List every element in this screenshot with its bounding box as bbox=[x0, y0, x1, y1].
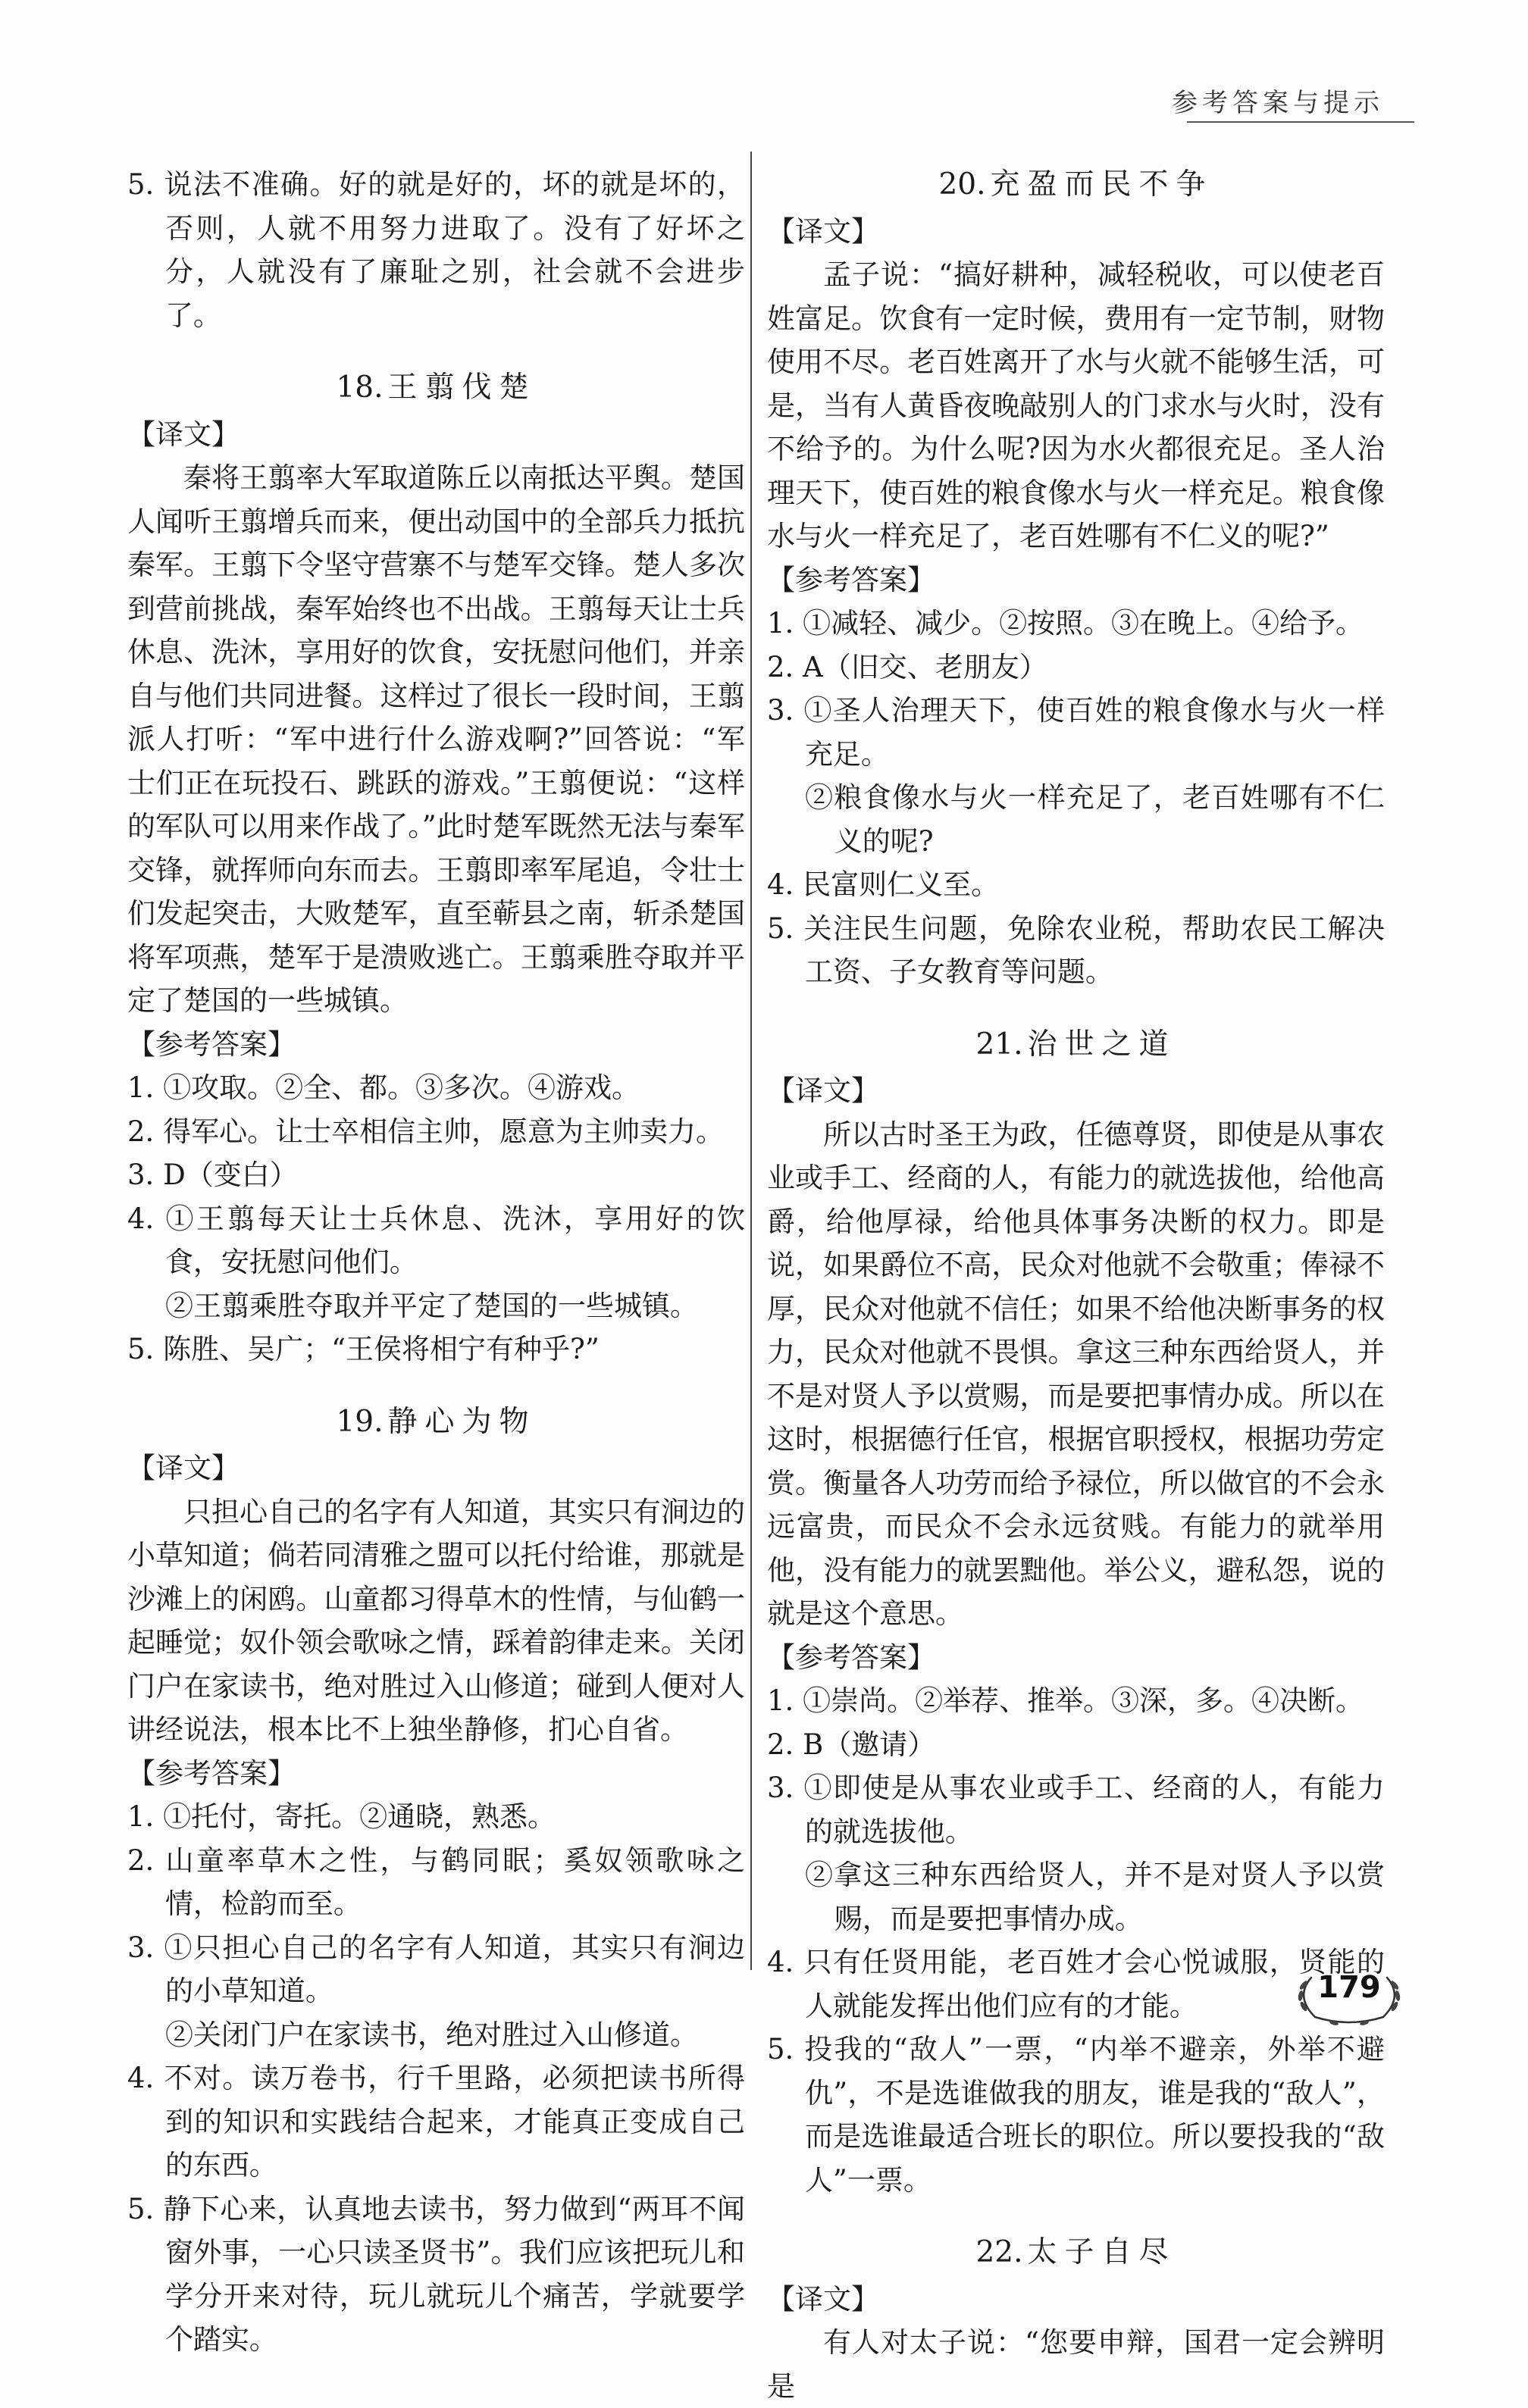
translation-label: 【译文】 bbox=[127, 417, 240, 451]
answer-item: 4. 只有任贤用能，老百姓才会心悦诚服，贤能的人就能发挥出他们应有的才能。 bbox=[767, 1946, 1385, 2022]
section-title bbox=[127, 1400, 745, 1444]
answer-item: 2. B（邀请） bbox=[767, 1728, 936, 1761]
answer-label: 【参考答案】 bbox=[767, 1640, 935, 1674]
answer-item: 5. 陈胜、吴广；“王侯将相宁有种乎?” bbox=[127, 1333, 600, 1365]
translation-label: 【译文】 bbox=[127, 1452, 240, 1484]
section-title bbox=[127, 366, 745, 410]
answer-item: 3. ①只担心自己的名字有人知道，其实只有涧边的小草知道。 bbox=[127, 1931, 745, 2007]
answer-item: 2. 山童率草木之性，与鹤同眠；奚奴领歌咏之情，检韵而至。 bbox=[127, 1844, 745, 1920]
translation-text: 只担心自己的名字有人知道，其实只有涧边的小草知道；倘若同清雅之盟可以托付给谁，那就是沙滩上的闲鸥。山童都习得草木的性情，与仙鹤一起睡觉；奴仆领会歌咏之情，踩着韵律走来。关闭门户在家读书，绝对胜过入山修道；碰到人便对人讲经说法，根本比不上独坐静修，扪心自省。 bbox=[127, 1495, 745, 1746]
section-number: 20. bbox=[938, 167, 986, 202]
answer-subitem: ②关闭门户在家读书，绝对胜过入山修道。 bbox=[164, 2018, 698, 2051]
answer-item: 2. A（旧交、老朋友） bbox=[767, 650, 1047, 683]
translation-label: 【译文】 bbox=[767, 1074, 879, 1107]
answer-item: 4. 不对。读万卷书，行千里路，必须把读书所得到的知识和实践结合起来，才能真正变成自己的东西。 bbox=[127, 2062, 745, 2181]
translation-text: 孟子说：“搞好耕种，减轻税收，可以使老百姓富足。饮食有一定时候，费用有一定节制，财物使用不尽。老百姓离开了水与火就不能够生活，可是，当有人黄昏夜晚敲别人的门求水与火时，没有不给予的。为什么呢?因为水火都很充足。圣人治理天下，使百姓的粮食像水与火一样充足。粮食像水与火一样充足了，老百姓哪有不仁义的呢?” bbox=[767, 258, 1385, 552]
column-divider bbox=[750, 152, 752, 1970]
answer-item: 1. ①攻取。②全、都。③多次。④游戏。 bbox=[127, 1071, 640, 1104]
answer-label: 【参考答案】 bbox=[127, 1756, 296, 1790]
answer-item: 5. 说法不准确。好的就是好的，坏的就是坏的，否则，人就不用努力进取了。没有了好坏之分，人就没有了廉耻之别，社会就不会进步了。 bbox=[127, 168, 745, 332]
answer-item: 5. 关注民生问题，免除农业税，帮助农民工解决工资、子女教育等问题。 bbox=[767, 912, 1385, 988]
answer-item: 2. 得军心。让士卒相信主帅，愿意为主帅卖力。 bbox=[127, 1115, 725, 1148]
answer-item: 1. ①减轻、减少。②按照。③在晚上。④给予。 bbox=[767, 607, 1364, 640]
answer-subitem: ②粮食像水与火一样充足了，老百姓哪有不仁义的呢? bbox=[804, 781, 1385, 858]
section-heading: 充盈而民不争 bbox=[990, 167, 1213, 202]
section-heading: 静心为物 bbox=[387, 1404, 537, 1439]
translation-label: 【译文】 bbox=[767, 2282, 879, 2316]
section-heading: 王翦伐楚 bbox=[387, 371, 537, 405]
section-number: 19. bbox=[336, 1404, 384, 1439]
running-header: 参考答案与提示 bbox=[1172, 88, 1384, 118]
translation-text: 有人对太子说：“您要申辩，国君一定会辨明是 bbox=[767, 2326, 1385, 2403]
page-number-badge bbox=[1281, 1962, 1417, 2031]
header-rule bbox=[1187, 121, 1414, 123]
answer-item: 3. D（变白） bbox=[127, 1159, 298, 1191]
answer-label: 【参考答案】 bbox=[767, 563, 935, 596]
section-number: 18. bbox=[336, 371, 384, 405]
section-title bbox=[767, 163, 1385, 207]
section-number: 22. bbox=[975, 2235, 1023, 2269]
answer-item: 4. 民富则仁义至。 bbox=[767, 868, 1000, 901]
answer-item: 5. 静下心来，认真地去读书，努力做到“两耳不闻窗外事，一心只读圣贤书”。我们应该把玩儿和学分开来对待，玩儿就玩儿个痛苦，学就要学个踏实。 bbox=[127, 2192, 745, 2356]
answer-item: 1. ①托付，寄托。②通晓，熟悉。 bbox=[127, 1800, 556, 1833]
answer-item: 5. 投我的“敌人”一票，“内举不避亲，外举不避仇”，不是选谁做我的朋友，谁是我的“敌人”，而是选谁最适合班长的职位。所以要投我的“敌人”一票。 bbox=[767, 2033, 1385, 2197]
section-number: 21. bbox=[975, 1027, 1023, 1062]
translation-text: 所以古时圣王为政，任德尊贤，即使是从事农业或手工、经商的人，有能力的就选拔他，给他高爵，给他厚禄，给他具体事务决断的权力。即是说，如果爵位不高，民众对他就不会敬重；俸禄不厚，民众对他就不信任；如果不给他决断事务的权力，民众对他就不畏惧。拿这三种东西给贤人，并不是对贤人予以赏赐，而是要把事情办成。所以在这时，根据德行任官，根据官职授权，根据功劳定赏。衡量各人功劳而给予禄位，所以做官的不会永远富贵，而民众不会永远贫贱。有能力的就举用他，没有能力的就罢黜他。举公义，避私怨，说的就是这个意思。 bbox=[767, 1118, 1385, 1630]
translation-text: 秦将王翦率大军取道陈丘以南抵达平舆。楚国人闻听王翦增兵而来，便出动国中的全部兵力抵抗秦军。王翦下令坚守营寨不与楚军交锋。楚人多次到营前挑战，秦军始终也不出战。王翦每天让士兵休息、洗沐，享用好的饮食，安抚慰问他们，并亲自与他们共同进餐。这样过了很长一段时间，王翦派人打听：“军中进行什么游戏啊?”回答说：“军士们正在玩投石、跳跃的游戏。”王翦便说：“这样的军队可以用来作战了。”此时楚军既然无法与秦军交锋，就挥师向东而去。王翦即率军尾追，令壮士们发起突击，大败楚军，直至蕲县之南，斩杀楚国将军项燕，楚军于是溃败逃亡。王翦乘胜夺取并平定了楚国的一些城镇。 bbox=[127, 461, 745, 1017]
section-heading: 太子自尽 bbox=[1027, 2235, 1176, 2269]
right-column bbox=[767, 163, 1385, 2408]
answer-item: 3. ①即使是从事农业或手工、经商的人，有能力的就选拔他。 bbox=[767, 1772, 1385, 1848]
section-title bbox=[767, 2231, 1385, 2275]
answer-label: 【参考答案】 bbox=[127, 1027, 296, 1061]
translation-label: 【译文】 bbox=[767, 214, 879, 248]
left-column bbox=[127, 163, 745, 2362]
section-heading: 治世之道 bbox=[1027, 1027, 1176, 1062]
answer-item: 1. ①崇尚。②举荐、推举。③深，多。④决断。 bbox=[767, 1684, 1364, 1717]
answer-subitem: ②王翦乘胜夺取并平定了楚国的一些城镇。 bbox=[164, 1289, 698, 1322]
page-number: 179 bbox=[1317, 1970, 1381, 2005]
answer-item: 4. ①王翦每天让士兵休息、洗沐，享用好的饮食，安抚慰问他们。 bbox=[127, 1202, 745, 1278]
answer-subitem: ②拿这三种东西给贤人，并不是对贤人予以赏赐，而是要把事情办成。 bbox=[804, 1859, 1385, 1935]
answer-item: 3. ①圣人治理天下，使百姓的粮食像水与火一样充足。 bbox=[767, 694, 1385, 771]
section-title bbox=[767, 1023, 1385, 1067]
